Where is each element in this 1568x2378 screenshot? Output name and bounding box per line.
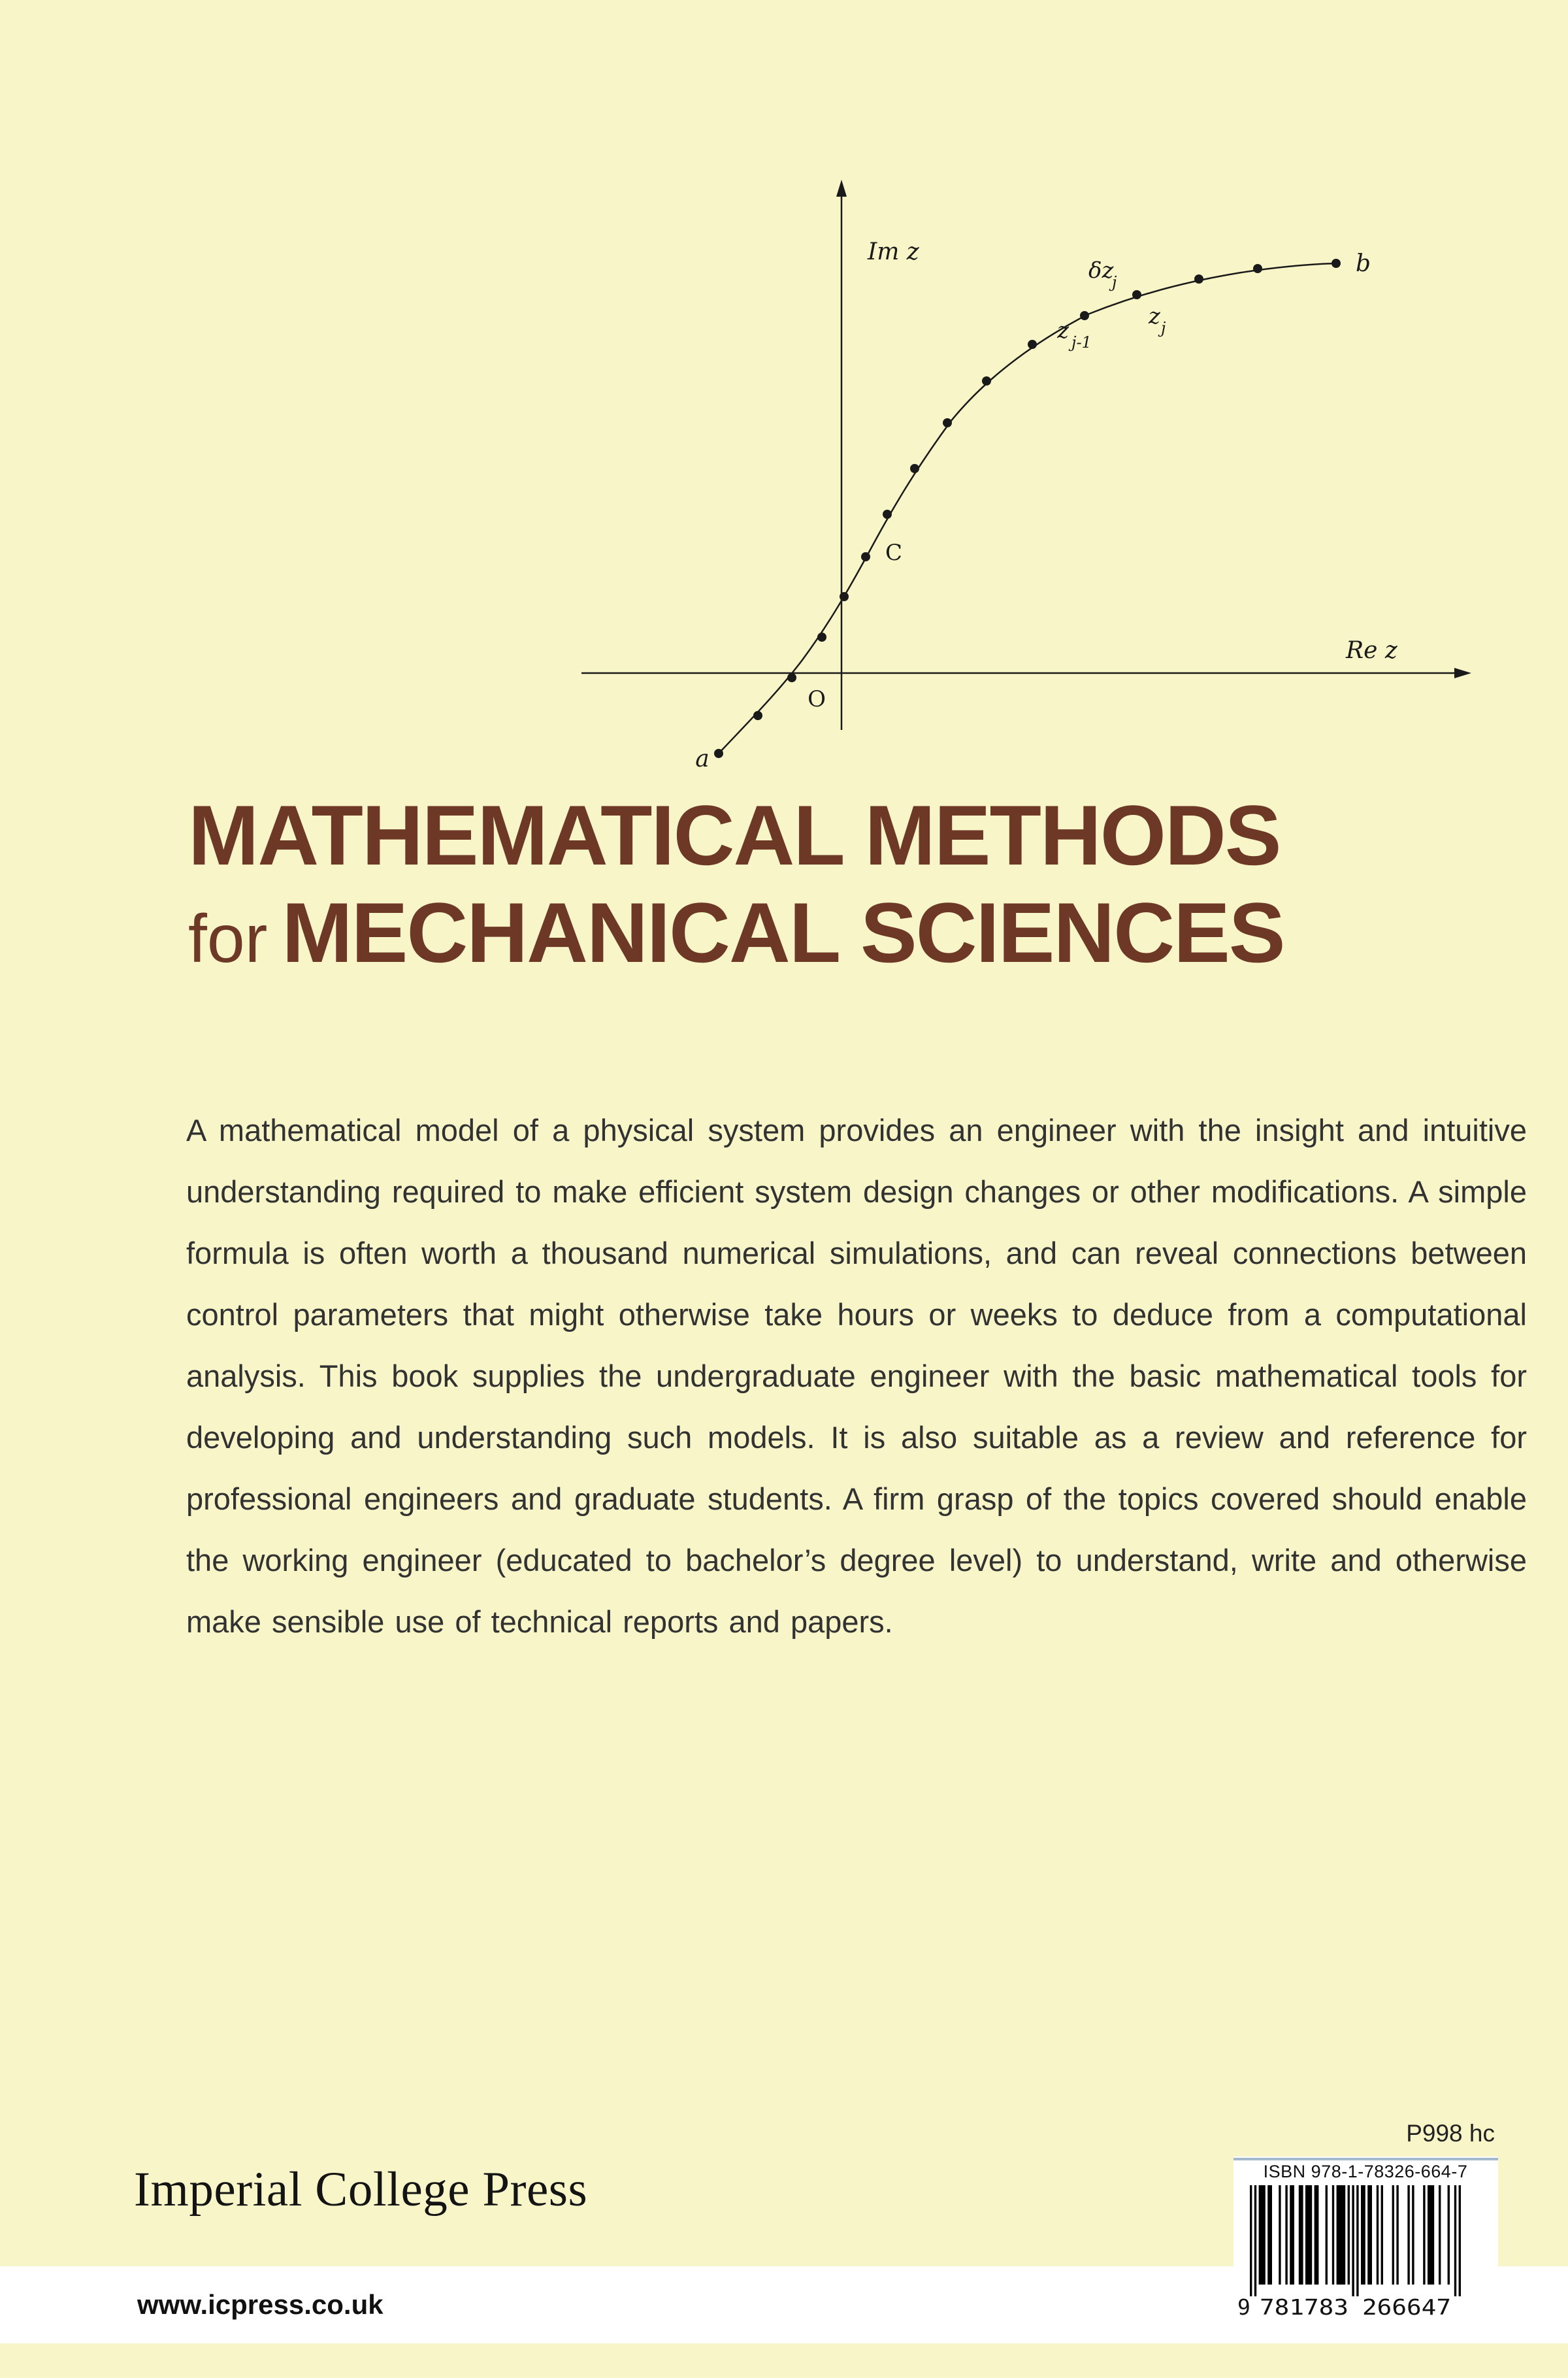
contour-curve — [719, 263, 1336, 753]
point-c-label: C — [885, 540, 903, 566]
z-curr-label: z — [1149, 303, 1160, 329]
delta-z-subscript: j — [1112, 273, 1117, 291]
publisher-website: www.icpress.co.uk — [137, 2289, 384, 2320]
isbn-label: ISBN 978-1-78326-664-7 — [1263, 2162, 1468, 2181]
barcode-digits-group1: 781783 — [1260, 2294, 1348, 2320]
title-line-1: MATHEMATICAL METHODS — [188, 787, 1281, 883]
barcode-top-rule — [1233, 2158, 1498, 2160]
origin-label: O — [808, 686, 826, 712]
title-line-2 — [188, 883, 1284, 982]
point-a-label: a — [695, 746, 710, 772]
point-b-label: b — [1356, 250, 1371, 277]
barcode-digit-lead: 9 — [1237, 2294, 1250, 2320]
publisher-name: Imperial College Press — [134, 2162, 588, 2217]
book-title — [188, 787, 1284, 982]
im-axis-label: Im z — [868, 239, 919, 265]
product-code: P998 hc — [1406, 2120, 1495, 2147]
z-prev-label: z — [1057, 318, 1069, 344]
title-line-2-main: MECHANICAL SCIENCES — [282, 885, 1284, 980]
axes — [581, 191, 1462, 730]
z-prev-subscript: j-1 — [1071, 333, 1092, 352]
barcode-bars — [1250, 2185, 1461, 2296]
barcode-graphic — [1233, 2156, 1498, 2329]
re-axis-arrow — [1454, 668, 1471, 678]
barcode-digits-group2: 266647 — [1362, 2294, 1451, 2320]
title-for-prefix: for — [188, 901, 268, 977]
book-description: A mathematical model of a physical system provides an engineer with the insight and intuitive understanding required to make efficient system design changes or other modifications. A simple formula is often worth a thousand numerical simulations, and can reveal connections between control parameters that might otherwise take hours or weeks to deduce from a computational analysis. This book supplies the undergraduate engineer with the basic mathematical tools for developing and understanding such models. It is also suitable as a review and reference for professional engineers and graduate students. A firm grasp of the topics covered should enable the working engineer (educated to bachelor’s degree level) to understand, write and otherwise make sensible use of technical reports and papers. — [186, 1113, 1527, 1639]
z-curr-subscript: j — [1161, 319, 1166, 337]
re-axis-label: Re z — [1346, 637, 1397, 664]
complex-plane-diagram — [562, 167, 1477, 787]
curve-points — [714, 259, 1341, 758]
delta-z-label: δz — [1088, 257, 1114, 284]
isbn-barcode — [1233, 2156, 1498, 2329]
im-axis-arrow — [836, 180, 847, 197]
